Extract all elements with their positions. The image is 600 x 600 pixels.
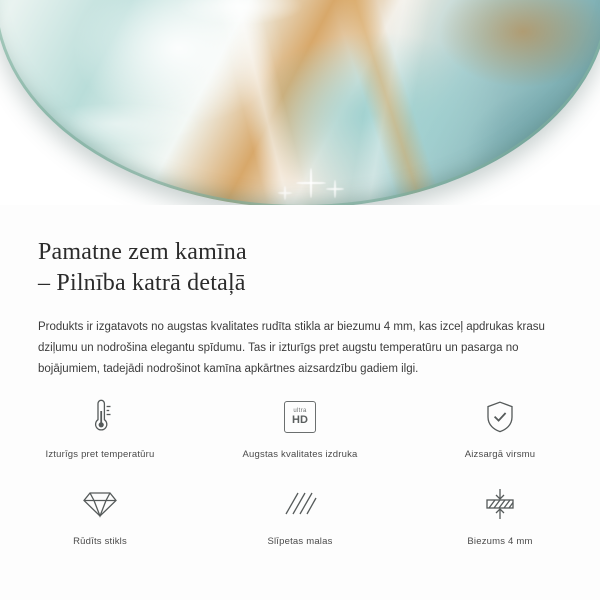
page-title-line-2: – Pilnība katrā detaļā [38,270,246,296]
marble-highlight-overlay [0,0,600,205]
body-paragraph: Produkts ir izgatavots no augstas kvalitates rudīta stikla ar biezumu 4 mm, kas izceļ apdrukas krasu dziļumu un nodrošina elegantu spīdumu. Tas ir izturīgs pret augstu temperatūru un pasarga no bojājumiem, tadejādi nodrošinot kamīna apkārtnes aizsardzību gadiem ilgi. [38,321,545,375]
ultra-hd-badge-bottom: HD [292,414,308,426]
feature-label: Rūdīts stikls [73,536,127,547]
ultra-hd-badge-top: ultra [293,408,307,414]
thickness-icon [483,482,517,526]
thermometer-icon [85,395,115,439]
feature-item-surface-protection [400,395,600,460]
shield-check-icon [484,395,516,439]
feature-label: Biezums 4 mm [467,536,533,547]
feature-label: Augstas kvalitates izdruka [242,449,358,460]
feature-label: Aizsargā virsmu [464,449,536,460]
polished-edges-icon [283,482,317,526]
page-title-line-1: Pamatne zem kamīna [38,239,247,265]
diamond-icon [83,482,117,526]
feature-label: Slīpetas malas [267,536,333,547]
feature-item-thickness [400,482,600,547]
text-content-region [0,205,600,380]
feature-item-print-quality [200,395,400,460]
hero-image-region [0,0,600,205]
page-title [0,205,600,299]
marble-glass-panel-image [0,0,600,205]
feature-label: Izturīgs pret temperatūru [45,449,155,460]
feature-grid [0,395,600,547]
ultra-hd-icon [284,395,316,439]
feature-item-tempered-glass [0,482,200,547]
feature-item-polished-edges [200,482,400,547]
feature-item-temperature [0,395,200,460]
